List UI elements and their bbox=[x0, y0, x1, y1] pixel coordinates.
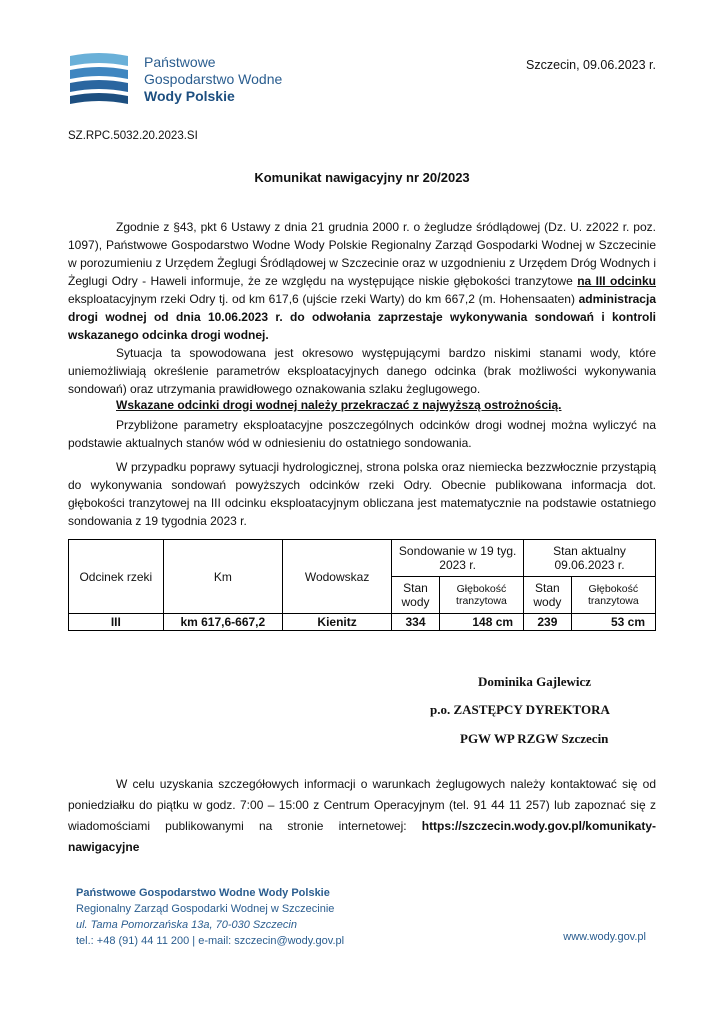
logo-line-2: Gospodarstwo Wodne bbox=[144, 71, 283, 87]
header-glebokosc-2: Głębokość tranzytowa bbox=[571, 577, 655, 614]
p5-text: W celu uzyskania szczegółowych informacji o warunkach żeglugowych należy kontaktować się od poniedziałku do piątku w godz. 7:00 – 15:00 z Centrum Operacyjnym (tel. 91 44 11 257) lub zapoznać się z wiadomościami publikowanymi na stronie internetowej: bbox=[68, 777, 656, 833]
p2-text: Sytuacja ta spowodowana jest okresowo występującymi bardzo niskimi stanami wody, które uniemożliwiają określenie parametrów eksploatacyjnych danego odcinka (brak możliwości wykonywania sondowań) oraz utrzymania prawidłowego oznakowania szlaku żeglugowego. bbox=[68, 346, 656, 396]
header-stan-wody-1: Stan wody bbox=[392, 577, 440, 614]
p4-text: W przypadku poprawy sytuacji hydrologicznej, strona polska oraz niemiecka bezzwłocznie przystąpią do wykonywania sondowań powyższych odcinków rzeki Odry. Obecnie publikowana informacja dot. głębokości tranzytowej na III odcinku eksploatacyjnym obliczana jest matematycznie na podstawie ostatniego sondowania z 19 tygodnia 2023 r. bbox=[68, 460, 656, 528]
p1-text-a: Zgodnie z §43, pkt 6 Ustawy z dnia 21 grudnia 2000 r. o żegludze śródlądowej (Dz. U. z2022 r. poz. 1097), Państwowe Gospodarstwo Wodne Wody Polskie Regionalny Zarząd Gospodarki Wodnej w Szczecinie w porozumieniu z Urzędem Żeglugi Śródlądowej w Szczecinie oraz w uzgodnieniu z Urzędem Dróg Wodnych i Żeglugi Odry - Haweli informuje, że ze względu na występujące niskie głębokości tranzytowe bbox=[68, 220, 656, 288]
header-odcinek: Odcinek rzeki bbox=[69, 540, 164, 614]
cell-stan-1: 334 bbox=[392, 614, 440, 631]
document-date: Szczecin, 09.06.2023 r. bbox=[526, 58, 656, 72]
p1-section-highlight: na III odcinku bbox=[577, 274, 656, 288]
logo-wordmark bbox=[144, 54, 282, 105]
paragraph-4 bbox=[68, 458, 656, 530]
paragraph-3 bbox=[68, 416, 656, 452]
p1-bold-announcement: administracja drogi wodnej od dnia 10.06.2023 r. do odwołania zaprzestaje wykonywania sondowań i kontroli wskazanego odcinka drogi wodnej. bbox=[68, 292, 656, 342]
header-stan-wody-2: Stan wody bbox=[524, 577, 572, 614]
header-sondowanie: Sondowanie w 19 tyg. 2023 r. bbox=[392, 540, 524, 577]
cell-stan-2: 239 bbox=[524, 614, 572, 631]
signature-name: Dominika Gajlewicz bbox=[478, 674, 592, 689]
logo-line-3: Wody Polskie bbox=[144, 88, 235, 104]
paragraph-5 bbox=[68, 774, 656, 858]
header-wodowskaz: Wodowskaz bbox=[282, 540, 391, 614]
cell-glebokosc-2: 53 cm bbox=[571, 614, 655, 631]
table-header-row-1 bbox=[69, 540, 656, 577]
header-stan-aktualny: Stan aktualny 09.06.2023 r. bbox=[524, 540, 656, 577]
wody-polskie-logo-icon bbox=[68, 52, 130, 106]
logo-line-1: Państwowe bbox=[144, 54, 216, 70]
signature-org: PGW WP RZGW Szczecin bbox=[460, 731, 609, 746]
table-row bbox=[69, 614, 656, 631]
footer-region: Regionalny Zarząd Gospodarki Wodnej w Szczecinie bbox=[76, 903, 335, 915]
footer-address bbox=[76, 885, 344, 949]
water-depth-table bbox=[68, 539, 656, 631]
footer-website-link[interactable]: www.wody.gov.pl bbox=[563, 931, 646, 943]
footer-org: Państwowe Gospodarstwo Wodne Wody Polskie bbox=[76, 887, 330, 899]
paragraph-1 bbox=[68, 218, 656, 344]
document-title: Komunikat nawigacyjny nr 20/2023 bbox=[254, 170, 470, 185]
p1-text-c: eksploatacyjnym rzeki Odry tj. od km 617,6 (ujście rzeki Warty) do km 667,2 (m. Hohensaaten) bbox=[68, 292, 579, 306]
cell-glebokosc-1: 148 cm bbox=[439, 614, 523, 631]
footer-contact: tel.: +48 (91) 44 11 200 | e-mail: szczecin@wody.gov.pl bbox=[76, 935, 345, 947]
header-glebokosc-1: Głębokość tranzytowa bbox=[439, 577, 523, 614]
cell-odcinek: III bbox=[69, 614, 164, 631]
p3-text: Przybliżone parametry eksploatacyjne poszczególnych odcinków drogi wodnej można wyliczyć na podstawie aktualnych stanów wód w odniesieniu do ostatniego sondowania. bbox=[68, 418, 656, 450]
footer-street: ul. Tama Pomorzańska 13a, 70-030 Szczecin bbox=[76, 919, 297, 931]
warning-text: Wskazane odcinki drogi wodnej należy przekraczać z najwyższą ostrożnością. bbox=[116, 398, 562, 412]
paragraph-2 bbox=[68, 344, 656, 398]
cell-wodowskaz: Kienitz bbox=[282, 614, 391, 631]
signature-role: p.o. ZASTĘPCY DYREKTORA bbox=[430, 702, 610, 717]
cell-km: km 617,6-667,2 bbox=[163, 614, 282, 631]
reference-number: SZ.RPC.5032.20.2023.SI bbox=[68, 130, 198, 142]
header-km: Km bbox=[163, 540, 282, 614]
komunikaty-link[interactable]: https://szczecin.wody.gov.pl/komunikaty-nawigacyjne bbox=[68, 819, 656, 854]
